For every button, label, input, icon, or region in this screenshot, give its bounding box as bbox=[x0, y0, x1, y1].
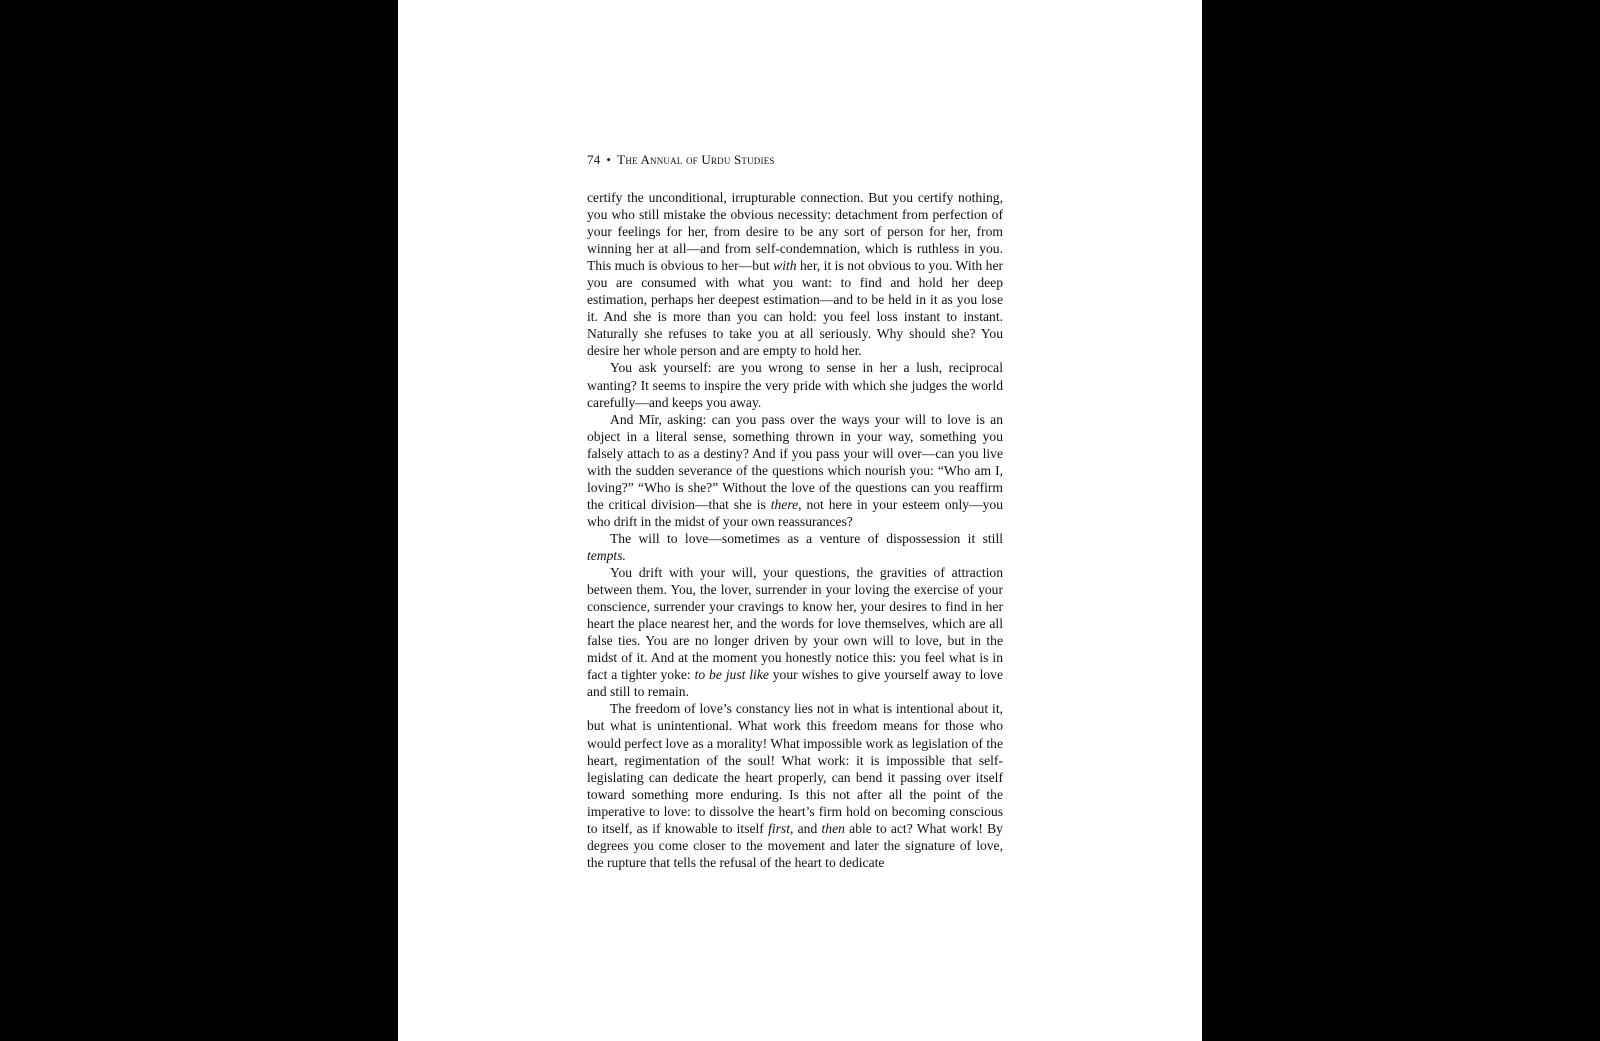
italic-text: then bbox=[821, 820, 845, 836]
paragraph bbox=[587, 564, 1003, 700]
italic-text: tempts. bbox=[587, 547, 626, 563]
text-run: The will to love—sometimes as a venture of dispossession it still bbox=[610, 530, 1003, 546]
running-head bbox=[587, 152, 775, 168]
journal-title: The Annual of Urdu Studies bbox=[617, 152, 775, 167]
italic-text: first bbox=[768, 820, 790, 836]
body-text bbox=[587, 189, 1003, 871]
header-separator: • bbox=[606, 152, 612, 167]
document-page bbox=[398, 0, 1202, 1041]
text-run: And Mīr, asking: can you pass over the ways your will to love is an object in a literal sense, something thrown in your way, something you falsely attach to as a destiny? And if you pass your will over—can you live with the sudden severance of the questions which nourish you: “Who am I, loving?” “Who is she?” Without the love of the questions can you reaffirm the critical division—that she is bbox=[587, 411, 1003, 512]
italic-text: with bbox=[773, 258, 797, 274]
paragraph bbox=[587, 700, 1003, 870]
text-run: , not here in your esteem only—you who drift in the midst of your own reassurances? bbox=[587, 496, 1004, 529]
text-run: , and bbox=[790, 820, 822, 836]
text-run: able to act? What work! By degrees you come closer to the movement and later the signature of love, the rupture that tells the refusal of the heart to dedicate bbox=[587, 820, 1003, 870]
text-run: You drift with your will, your questions, the gravities of attraction between them. You, the lover, surrender in your loving the exercise of your conscience, surrender your cravings to know her, your desires to find in her heart the place nearest her, and the words for love themselves, which are all false ties. You are no longer driven by your own will to love, but in the midst of it. And at the moment you honestly notice this: you feel what is in fact a tighter yoke: bbox=[587, 565, 1003, 683]
italic-text: to be just like bbox=[694, 667, 769, 683]
page-number: 74 bbox=[587, 152, 601, 167]
italic-text: there bbox=[770, 496, 799, 512]
text-run: your wishes to give yourself away to love and still to remain. bbox=[587, 667, 1003, 700]
paragraph bbox=[587, 411, 1003, 530]
text-run: certify the unconditional, irrupturable connection. But you certify nothing, you who still mistake the obvious necessity: detachment from perfection of your feelings for her, from desire to be any sort of person for her, from winning her at all—and from self-condemnation, which is ruthless in you. This much is obvious to her—but bbox=[587, 190, 1003, 274]
text-run: her, it is not obvious to you. With her you are consumed with what you want: to find and hold her deep estimation, perhaps her deepest estimation—and to be held in it as you lose it. And she is more than you can hold: you feel loss instant to instant. Naturally she refuses to take you at all seriously. Why should she? You desire her whole person and are empty to hold her. bbox=[587, 258, 1004, 359]
text-run: You ask yourself: are you wrong to sense in her a lush, reciprocal wanting? It seems to inspire the very pride with which she judges the world carefully—and keeps you away. bbox=[587, 360, 1003, 410]
paragraph bbox=[587, 530, 1003, 564]
paragraph bbox=[587, 359, 1003, 410]
paragraph bbox=[587, 189, 1003, 359]
text-run: The freedom of love’s constancy lies not in what is intentional about it, but what is unintentional. What work this freedom means for those who would perfect love as a morality! What impossible work as legislation of the heart, regimentation of the soul! What work: it is impossible that self-legislating can dedicate the heart properly, can bend it passing over itself toward something more enduring. Is this not after all the point of the imperative to love: to dissolve the heart’s firm hold on becoming conscious to itself, as if knowable to itself bbox=[587, 701, 1003, 836]
